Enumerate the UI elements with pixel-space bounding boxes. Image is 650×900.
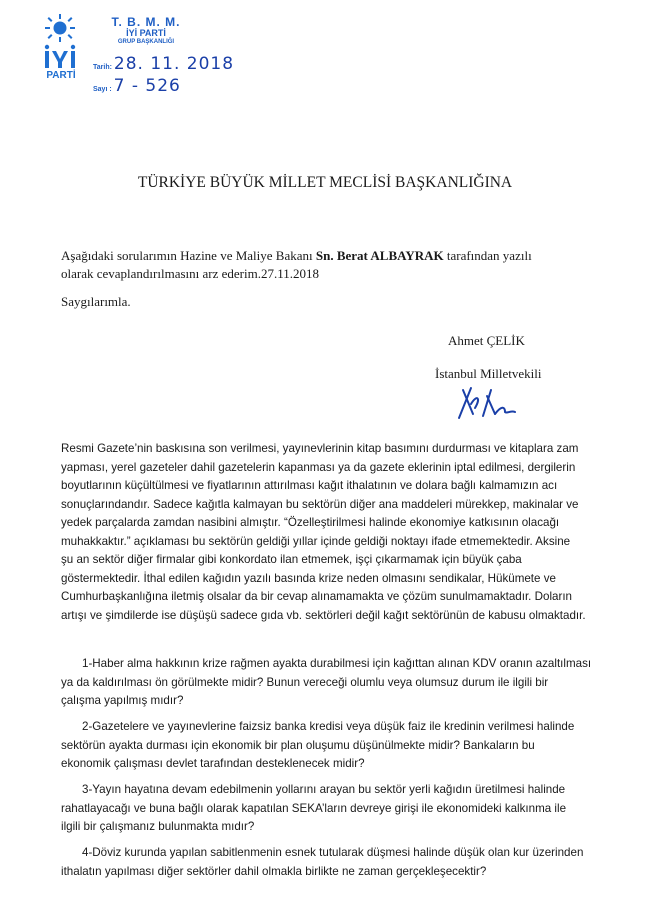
question-line: 2-Gazetelere ve yayınevlerine faizsiz banka kredisi veya düşük faiz ile kredinin verilmesi halinde bbox=[82, 720, 575, 733]
question-4 bbox=[61, 844, 621, 881]
question-line: sektörün ayakta durması için ekonomik bir plan oluşumu düşünülmekte midir? Bankaların bu bbox=[61, 738, 535, 752]
minister-name: Sn. Berat ALBAYRAK bbox=[315, 248, 444, 263]
question-line: 3-Yayın hayatına devam edebilmenin yollarını arayan bu sektör yerli kağıdın üretilmesi halinde bbox=[82, 783, 566, 796]
signatory-title: İstanbul Milletvekili bbox=[435, 366, 542, 381]
stamp-number-value: 7 - 526 bbox=[113, 76, 181, 96]
stamp-line-1: T. B. M. M. bbox=[111, 15, 181, 29]
logo-parti-text: PARTİ bbox=[46, 70, 76, 81]
tbmm-stamp bbox=[96, 15, 196, 45]
intro-line-1 bbox=[61, 247, 601, 265]
body-line: yedek parçalarda zamdan nasibini almıştır. “Özelleştirilmesi halinde ekonomiye katkısının olacağı bbox=[61, 516, 560, 529]
question-2 bbox=[61, 718, 621, 774]
intro-text: Aşağıdaki sorularımın Hazine ve Maliye Bakanı bbox=[61, 248, 316, 263]
body-line: muhakkaktır.” açıklaması bu sektörün geldiği yıllar içinde geldiği noktayı ifade etmemektedir. Aksine bbox=[61, 534, 571, 548]
page-title: TÜRKİYE BÜYÜK MİLLET MECLİSİ BAŞKANLIĞINA bbox=[137, 174, 513, 191]
body-line: artışı ve şimdilerde ise düşüşü sadece gıda vb. sektörleri değil kağıt sektörünün de kabusu olmaktadır. bbox=[61, 608, 586, 622]
question-line: ilgili bir çalışmanız bulunmakta mıdır? bbox=[61, 820, 255, 833]
intro-paragraph bbox=[61, 247, 601, 283]
question-line: ithalatın yapılması diğer sektörler dahil olmakla birlikte ne zaman gerçekleşecektir? bbox=[61, 864, 487, 878]
stamp-line-2: İYİ PARTİ bbox=[126, 28, 166, 38]
question-line: ya da kaldırılması ön görülmekte midir? Bunun vereceği olumlu veya olumsuz durum ile ilgili bir bbox=[61, 675, 549, 689]
question-line: ekonomik çalışması devlet tarafından desteklenecek midir? bbox=[61, 757, 365, 770]
question-3 bbox=[61, 781, 621, 837]
body-line: yapması, yerel gazeteler dahil gazetelerin kapanması ya da gazete eklerinin iptal edilmesi, dergilerin bbox=[61, 460, 576, 474]
question-line: 4-Döviz kurunda yapılan sabitlenmenin esnek tutularak düşmesi halinde düşük olan kur üzerinden bbox=[82, 846, 584, 859]
body-line: sonuçlarındandır. Sadece kağıtla kalmayan bu sektörün diğer ana maddeleri mürekkep, makinalar ve bbox=[61, 497, 579, 511]
body-line: göstermektedir. İthal edilen kağıdın yazılı basında krize neden olmasını sendikalar, Hükümete ve bbox=[61, 571, 556, 585]
body-line: Resmi Gazete’nin baskısına son verilmesi, yayınevlerinin kitap basımını durdurması ve kitaplara zam bbox=[61, 442, 579, 455]
handwritten-signature-icon bbox=[455, 384, 525, 422]
question-line: 1-Haber alma hakkının krize rağmen ayakta durabilmesi için kağıttan alınan KDV oranın azaltılması bbox=[82, 657, 592, 670]
stamp-number-label: Sayı : bbox=[93, 86, 112, 93]
stamp-date-row bbox=[93, 54, 234, 74]
stamp-date-value: 28. 11. 2018 bbox=[113, 54, 235, 74]
signatory-name: Ahmet ÇELİK bbox=[448, 333, 525, 348]
question-line: rahatlayacağı ve buna bağlı olarak kapatılan SEKA’ların devreye girişi ile ekonomideki kalkınma ile bbox=[61, 801, 567, 815]
greeting: Saygılarımla. bbox=[61, 294, 131, 309]
question-1 bbox=[61, 655, 621, 711]
body-line: şu an sektör diğer firmalar gibi konkordato ilan etmemek, işçi çıkarmamak için büyük çaba bbox=[61, 553, 522, 566]
intro-text: tarafından yazılı bbox=[443, 248, 532, 263]
question-line: çalışma yapılmış mıdır? bbox=[61, 694, 184, 707]
body-line: boyutlarının küçültülmesi ve fiyatlarının attırılması kağıt ithalatının ve dolara bağlı kalmamızın acı bbox=[61, 479, 558, 492]
stamp-date-label: Tarih: bbox=[93, 64, 112, 71]
body-line: Cumhurbaşkanlığına iletmiş olsalar da bir cevap alınamamakta ve çözüm sunulmamaktadır. Doların bbox=[61, 590, 573, 603]
body-paragraph bbox=[61, 440, 621, 625]
stamp-number-row bbox=[93, 76, 181, 96]
intro-line-2: olarak cevaplandırılmasını arz ederim.27.11.2018 bbox=[61, 266, 319, 281]
stamp-line-3: GRUP BAŞKANLIĞI bbox=[117, 39, 175, 45]
